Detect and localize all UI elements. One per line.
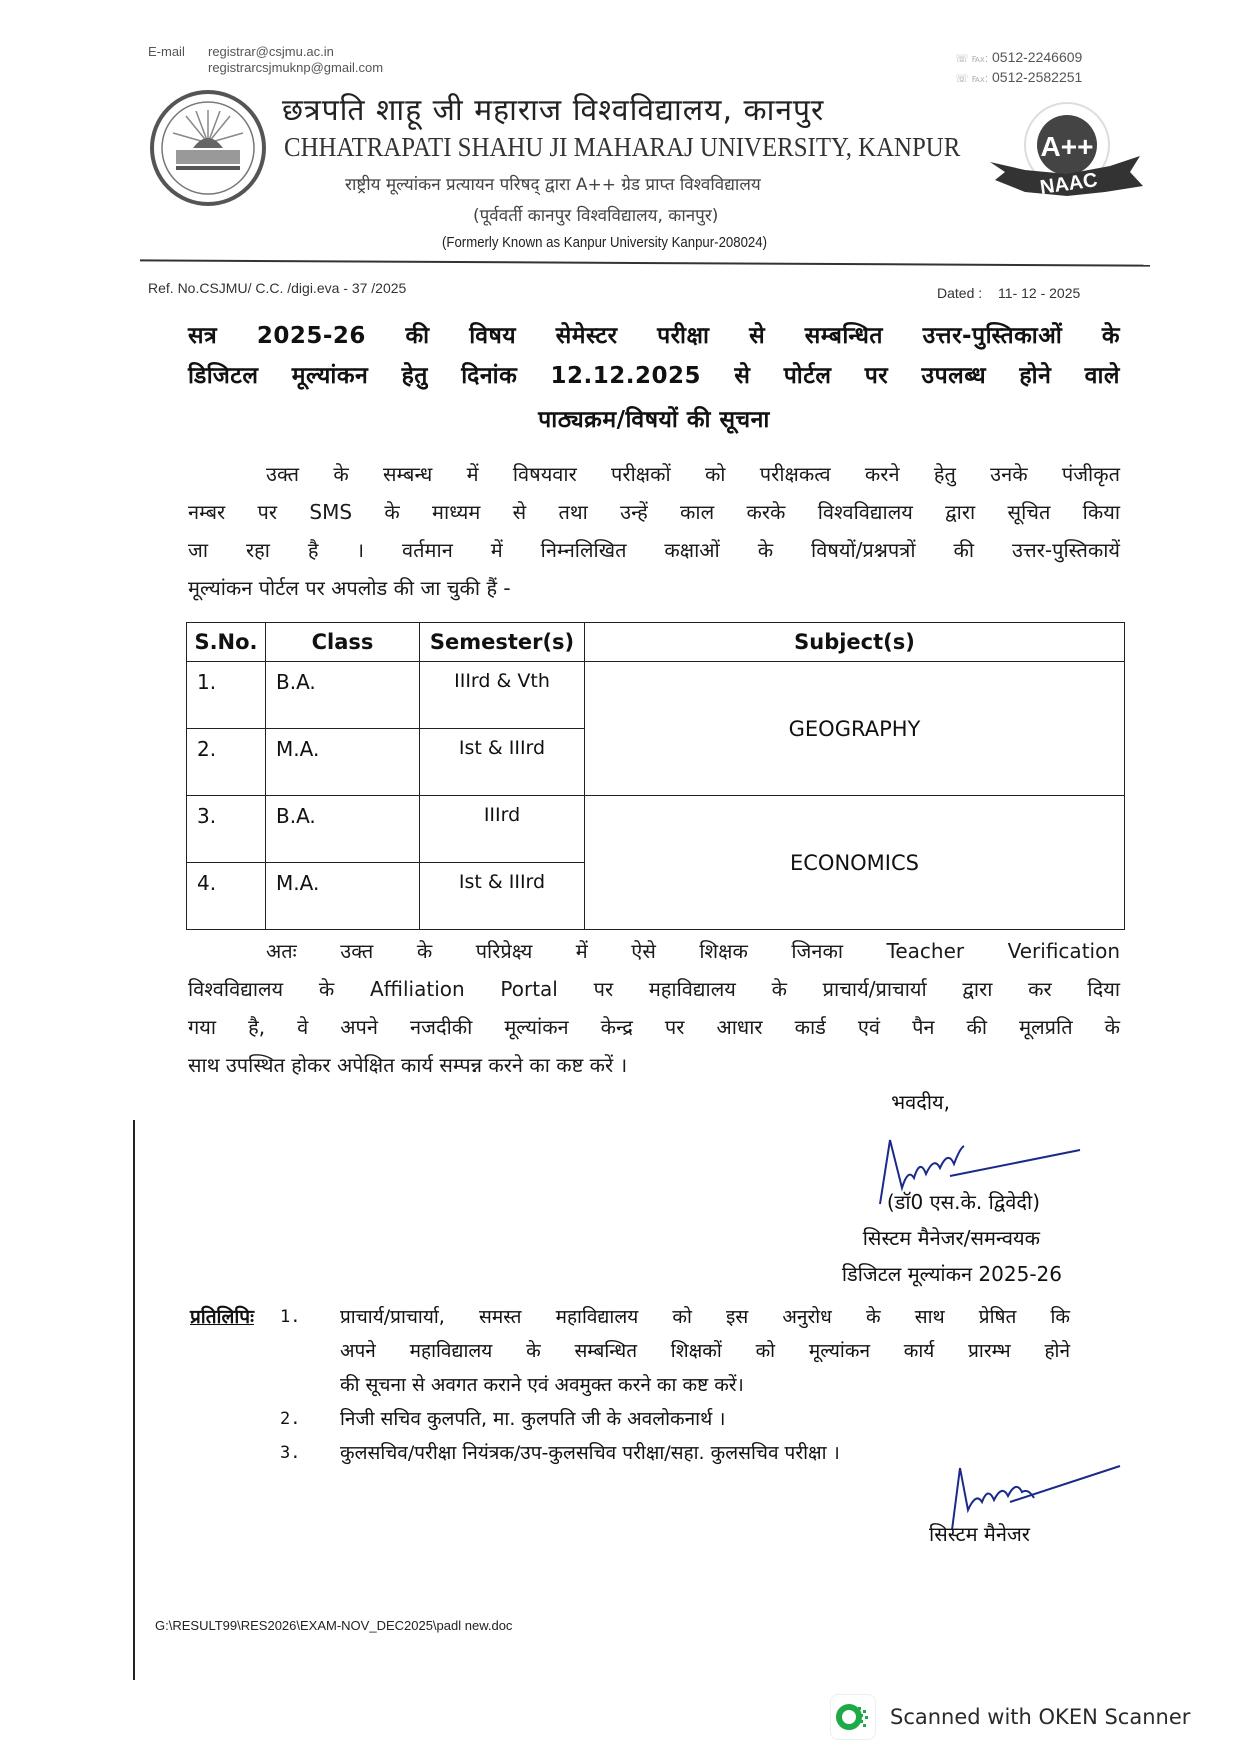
cell-semester: IIIrd & Vth bbox=[420, 662, 585, 729]
formerly-hindi: (पूर्ववर्ती कानपुर विश्वविद्यालय, कानपुर) bbox=[473, 206, 719, 226]
phone-fax-icon: ☏ ℻: bbox=[955, 73, 988, 85]
phone-2: 0512-2582251 bbox=[992, 69, 1083, 85]
date-value: 11- 12 - 2025 bbox=[998, 285, 1081, 301]
cell-semester: Ist & IIIrd bbox=[420, 863, 585, 930]
email-secondary: registrarcsjmuknp@gmail.com bbox=[208, 60, 384, 75]
reference-number: Ref. No.CSJMU/ C.C. /digi.eva - 37 /2025 bbox=[148, 280, 407, 296]
copy-item-text: की सूचना से अवगत कराने एवं अवमुक्त करने का कष्ट करें। bbox=[340, 1374, 744, 1396]
cell-sno: 1. bbox=[187, 662, 266, 729]
copy-item-text: प्राचार्य/प्राचार्या, समस्त महाविद्यालय को इस अनुरोध के साथ प्रेषित कि bbox=[340, 1306, 1070, 1328]
header-divider bbox=[140, 259, 1150, 266]
scan-margin-line bbox=[133, 1120, 135, 1680]
phone-1: 0512-2246609 bbox=[992, 49, 1083, 65]
table-header-row bbox=[187, 623, 1125, 662]
signatory-designation: सिस्टम मैनेजर/समन्वयक bbox=[862, 1226, 1040, 1250]
subject-line-2: डिजिटल मूल्यांकन हेतु दिनांक 12.12.2025 से पोर्टल पर उपलब्ध होने वाले bbox=[188, 363, 1120, 389]
dated-label: Dated : bbox=[937, 285, 983, 301]
naac-label: NAAC bbox=[1038, 169, 1099, 199]
copy-item-text: अपने महाविद्यालय के सम्बन्धित शिक्षकों को मूल्यांकन कार्य प्रारम्भ होने bbox=[340, 1340, 1070, 1362]
date-block bbox=[937, 285, 1080, 301]
email-primary: registrar@csjmu.ac.in bbox=[208, 44, 334, 59]
phone-block bbox=[955, 48, 1082, 88]
header-sno: S.No. bbox=[187, 623, 266, 662]
scanner-text: Scanned with OKEN Scanner bbox=[890, 1705, 1191, 1729]
university-seal-icon bbox=[148, 88, 268, 208]
copy-signatory: सिस्टम मैनेजर bbox=[929, 1522, 1030, 1546]
closing-line-4: साथ उपस्थित होकर अपेक्षित कार्य सम्पन्न करने का कष्ट करें । bbox=[188, 1053, 628, 1077]
cell-class: M.A. bbox=[266, 863, 420, 930]
signatory-name: (डॉ0 एस.के. द्विवेदी) bbox=[886, 1190, 1040, 1214]
intro-line-3: जा रहा है । वर्तमान में निम्नलिखित कक्षाओं के विषयों/प्रश्नपत्रों की उत्तर-पुस्तिकायें bbox=[188, 538, 1120, 562]
header-semester: Semester(s) bbox=[420, 623, 585, 662]
copy-item-number: 1. bbox=[280, 1307, 301, 1327]
header-class: Class bbox=[266, 623, 420, 662]
signatory-program: डिजिटल मूल्यांकन 2025-26 bbox=[841, 1262, 1062, 1286]
copy-item bbox=[190, 1300, 1070, 1402]
file-path: G:\RESULT99\RES2026\EXAM-NOV_DEC2025\padl new.doc bbox=[155, 1618, 513, 1633]
copy-item bbox=[190, 1402, 1070, 1436]
subject-line-1: सत्र 2025-26 की विषय सेमेस्टर परीक्षा से सम्बन्धित उत्तर-पुस्तिकाओं के bbox=[188, 323, 1120, 349]
phone-fax-icon: ☏ ℻: bbox=[955, 53, 988, 65]
cell-sno: 2. bbox=[187, 729, 266, 796]
copy-item-number: 2. bbox=[280, 1409, 301, 1429]
intro-line-4: मूल्यांकन पोर्टल पर अपलोड की जा चुकी हैं - bbox=[188, 576, 511, 600]
cell-class: B.A. bbox=[266, 796, 420, 863]
naac-grade: A++ bbox=[1040, 131, 1094, 162]
closing-line-1: अतः उक्त के परिप्रेक्ष्य में ऐसे शिक्षक जिनका Teacher Verification bbox=[266, 939, 1120, 963]
copy-item-text: कुलसचिव/परीक्षा नियंत्रक/उप-कुलसचिव परीक्षा/सहा. कुलसचिव परीक्षा । bbox=[340, 1442, 840, 1464]
intro-line-1: उक्त के सम्बन्ध में विषयवार परीक्षकों को परीक्षकत्व करने हेतु उनके पंजीकृत bbox=[266, 462, 1120, 486]
cell-class: M.A. bbox=[266, 729, 420, 796]
accreditation-line: राष्ट्रीय मूल्यांकन प्रत्यायन परिषद् द्वारा A++ ग्रेड प्राप्त विश्वविद्यालय bbox=[345, 175, 761, 195]
cell-subject: ECONOMICS bbox=[585, 796, 1125, 930]
scanner-watermark bbox=[830, 1694, 1190, 1740]
copy-to-label: प्रतिलिपिः bbox=[190, 1306, 254, 1328]
subjects-table-wrap bbox=[186, 622, 1125, 930]
email-block bbox=[148, 44, 383, 76]
university-name-english: CHHATRAPATI SHAHU JI MAHARAJ UNIVERSITY, KANPUR bbox=[284, 132, 961, 162]
intro-paragraph bbox=[188, 455, 1120, 607]
cell-sno: 3. bbox=[187, 796, 266, 863]
formerly-english: (Formerly Known as Kanpur University Kanpur-208024) bbox=[442, 234, 768, 251]
closing-line-2: विश्वविद्यालय के Affiliation Portal पर महाविद्यालय के प्राचार्य/प्राचार्या द्वारा कर दिया bbox=[188, 977, 1120, 1001]
cell-semester: Ist & IIIrd bbox=[420, 729, 585, 796]
cell-semester: IIIrd bbox=[420, 796, 585, 863]
closing-line-3: गया है, वे अपने नजदीकी मूल्यांकन केन्द्र पर आधार कार्ड एवं पैन की मूलप्रति के bbox=[188, 1015, 1120, 1039]
university-name-hindi: छत्रपति शाहू जी महाराज विश्वविद्यालय, कानपुर bbox=[282, 93, 825, 128]
copy-item-number: 3. bbox=[280, 1443, 301, 1463]
cell-sno: 4. bbox=[187, 863, 266, 930]
copy-item-text: निजी सचिव कुलपति, मा. कुलपति जी के अवलोकनार्थ । bbox=[340, 1408, 726, 1430]
oken-scanner-logo-icon bbox=[830, 1694, 876, 1740]
cell-subject: GEOGRAPHY bbox=[585, 662, 1125, 796]
copy-to-section bbox=[190, 1300, 1070, 1470]
cell-class: B.A. bbox=[266, 662, 420, 729]
table-row bbox=[187, 796, 1125, 863]
email-label: E-mail bbox=[148, 44, 185, 59]
intro-line-2: नम्बर पर SMS के माध्यम से तथा उन्हें काल करके विश्वविद्यालय द्वारा सूचित किया bbox=[188, 500, 1120, 524]
table-row bbox=[187, 662, 1125, 729]
subject-line-3: पाठ्यक्रम/विषयों की सूचना bbox=[538, 407, 770, 433]
naac-badge bbox=[985, 100, 1145, 210]
header-subject: Subject(s) bbox=[585, 623, 1125, 662]
salutation: भवदीय, bbox=[891, 1090, 950, 1114]
closing-paragraph bbox=[188, 932, 1120, 1084]
subjects-table bbox=[186, 622, 1125, 930]
